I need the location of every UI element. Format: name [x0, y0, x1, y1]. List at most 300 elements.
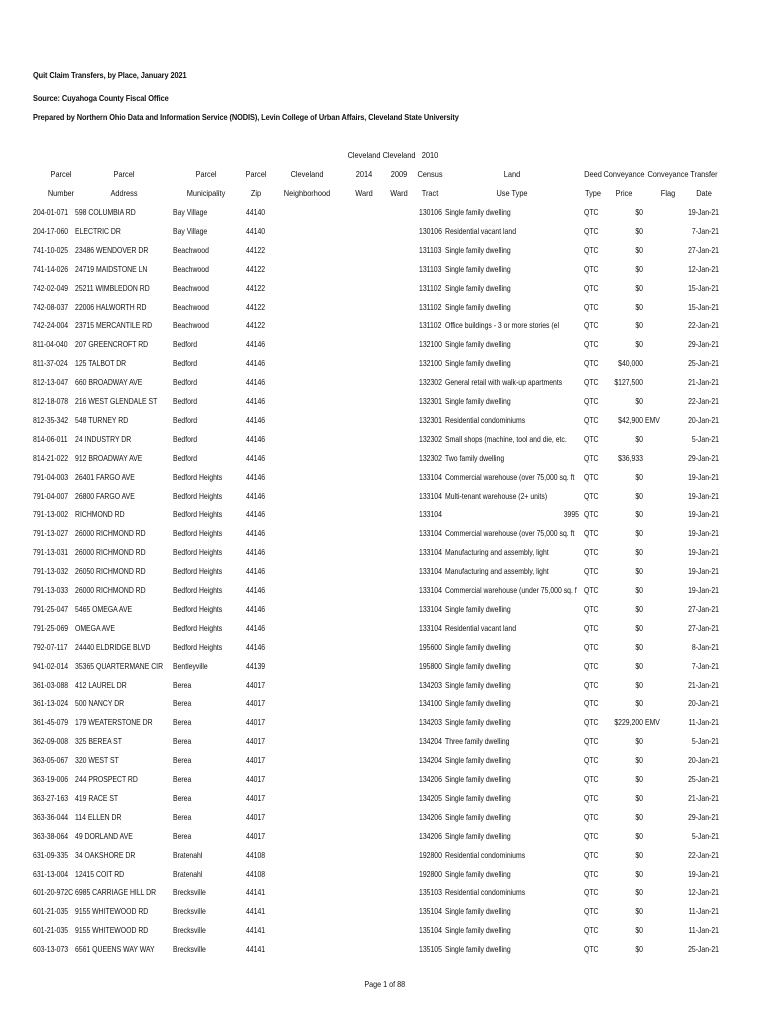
- cell-deed-type: QTC: [584, 263, 599, 274]
- cell-conveyance-price: $0: [635, 528, 643, 539]
- col-parcel-municipality-line-1: Parcel: [195, 169, 217, 179]
- table-row: [0, 434, 770, 453]
- cell-parcel-municipality: Bay Village: [173, 207, 208, 217]
- cell-land-use: Single family dwelling: [445, 944, 511, 955]
- col-census-tract-line-3: Tract: [421, 188, 439, 198]
- cell-parcel-zip: 44141: [246, 887, 266, 898]
- cell-conveyance-price: $0: [635, 509, 643, 520]
- cell-conveyance-price: $0: [635, 887, 643, 898]
- cell-parcel-number: 363-19-006: [33, 774, 69, 784]
- table-row: [0, 755, 770, 774]
- cell-parcel-number: 791-13-033: [33, 585, 69, 595]
- cell-parcel-zip: 44141: [246, 925, 266, 936]
- cell-parcel-address: 207 GREENCROFT RD: [75, 339, 149, 350]
- cell-conveyance-price: $0: [635, 849, 643, 860]
- cell-conveyance-price: $0: [635, 774, 643, 784]
- cell-parcel-number: 363-05-067: [33, 755, 69, 766]
- cell-deed-type: QTC: [584, 433, 599, 444]
- cell-parcel-address: 23715 MERCANTILE RD: [75, 320, 153, 331]
- cell-conveyance-price: $40,000: [618, 358, 643, 369]
- cell-conveyance-price: $0: [635, 396, 643, 406]
- col-census-tract-line-1: 2010: [421, 150, 439, 160]
- cell-parcel-number: 631-09-335: [33, 849, 69, 860]
- cell-conveyance-price: $0: [635, 471, 643, 482]
- col-conveyance-flag-line-1: Conveyance: [647, 169, 689, 179]
- cell-census-tract: 134204: [419, 736, 442, 747]
- cell-conveyance-price: $0: [635, 811, 643, 822]
- cell-parcel-address: 6561 QUEENS WAY WAY: [75, 944, 155, 955]
- cell-conveyance-price: $229,200: [614, 717, 643, 728]
- cell-conveyance-price: $0: [635, 736, 643, 747]
- cell-census-tract: 134100: [419, 698, 442, 709]
- cell-deed-type: QTC: [584, 339, 599, 350]
- cell-deed-type: QTC: [584, 755, 599, 766]
- cell-land-use: Single family dwelling: [445, 868, 511, 879]
- cell-transfer-date: 27-Jan-21: [688, 244, 719, 255]
- cell-deed-type: QTC: [584, 736, 599, 747]
- table-row: [0, 774, 770, 793]
- cell-parcel-municipality: Bedford: [173, 414, 198, 425]
- cell-parcel-zip: 44017: [246, 717, 266, 728]
- cell-census-tract: 130106: [419, 225, 442, 236]
- cell-parcel-municipality: Beachwood: [173, 244, 209, 255]
- cell-parcel-number: 814-21-022: [33, 452, 69, 463]
- cell-land-use: Single family dwelling: [445, 660, 511, 671]
- cell-parcel-address: 26000 RICHMOND RD: [75, 528, 146, 539]
- cell-parcel-zip: 44146: [246, 471, 266, 482]
- col-transfer-date-line-1: Transfer: [690, 169, 718, 179]
- cell-parcel-address: 419 RACE ST: [75, 792, 119, 803]
- cell-parcel-municipality: Berea: [173, 698, 192, 709]
- cell-census-tract: 132302: [419, 452, 442, 463]
- cell-parcel-address: 35365 QUARTERMANE CIR: [75, 660, 164, 671]
- cell-land-use: Single family dwelling: [445, 339, 511, 350]
- table-row: [0, 906, 770, 925]
- cell-parcel-address: 320 WEST ST: [75, 755, 119, 766]
- cell-parcel-number: 791-13-032: [33, 566, 69, 577]
- table-row: [0, 698, 770, 717]
- cell-land-use: Single family dwelling: [445, 244, 511, 255]
- cell-parcel-number: 204-17-060: [33, 225, 69, 236]
- cell-parcel-number: 204-01-071: [33, 207, 69, 217]
- cell-conveyance-price: $42,900: [618, 414, 643, 425]
- cell-land-use: Multi-tenant warehouse (2+ units): [445, 490, 548, 501]
- cell-parcel-address: 114 ELLEN DR: [75, 811, 122, 822]
- cell-transfer-date: 20-Jan-21: [688, 698, 719, 709]
- cell-deed-type: QTC: [584, 225, 599, 236]
- cell-parcel-municipality: Bedford Heights: [173, 490, 223, 501]
- cell-parcel-zip: 44146: [246, 433, 266, 444]
- cell-land-use: Single family dwelling: [445, 207, 511, 217]
- cell-census-tract: 192800: [419, 868, 442, 879]
- cell-parcel-zip: 44017: [246, 830, 266, 841]
- cell-parcel-zip: 44122: [246, 282, 266, 293]
- cell-transfer-date: 19-Jan-21: [688, 585, 719, 595]
- cell-parcel-address: 12415 COIT RD: [75, 868, 125, 879]
- cell-parcel-municipality: Berea: [173, 774, 192, 784]
- cell-parcel-address: 179 WEATERSTONE DR: [75, 717, 153, 728]
- cell-transfer-date: 21-Jan-21: [688, 792, 719, 803]
- cell-parcel-municipality: Bentleyville: [173, 660, 208, 671]
- cell-parcel-municipality: Brecksville: [173, 887, 206, 898]
- cell-transfer-date: 20-Jan-21: [688, 755, 719, 766]
- cell-conveyance-price: $0: [635, 547, 643, 558]
- cell-deed-type: QTC: [584, 906, 599, 917]
- cell-parcel-address: 26050 RICHMOND RD: [75, 566, 146, 577]
- table-row: [0, 547, 770, 566]
- cell-transfer-date: 8-Jan-21: [691, 641, 719, 652]
- cell-parcel-number: 601-20-972C: [33, 887, 74, 898]
- cell-census-tract: 132301: [419, 414, 442, 425]
- cell-parcel-zip: 44017: [246, 736, 266, 747]
- cell-transfer-date: 27-Jan-21: [688, 603, 719, 614]
- cell-deed-type: QTC: [584, 207, 599, 217]
- cell-land-use: Small shops (machine, tool and die, etc.: [445, 433, 567, 444]
- cell-parcel-municipality: Beachwood: [173, 320, 209, 331]
- cell-census-tract: 133104: [419, 509, 442, 520]
- cell-parcel-municipality: Berea: [173, 717, 192, 728]
- cell-transfer-date: 29-Jan-21: [688, 452, 719, 463]
- table-row: [0, 887, 770, 906]
- cell-census-tract: 132302: [419, 377, 442, 388]
- cell-transfer-date: 5-Jan-21: [691, 433, 719, 444]
- cell-land-use: Single family dwelling: [445, 263, 511, 274]
- cell-land-use: Single family dwelling: [445, 679, 511, 690]
- cell-parcel-zip: 44122: [246, 263, 266, 274]
- col-parcel-address-line-1: Parcel: [113, 169, 135, 179]
- col-parcel-address-line-2: Address: [110, 188, 138, 198]
- table-row: [0, 736, 770, 755]
- cell-conveyance-price: $0: [635, 320, 643, 331]
- cell-census-tract: 131103: [419, 244, 442, 255]
- report-source: Source: Cuyahoga County Fiscal Office: [33, 93, 169, 103]
- cell-transfer-date: 19-Jan-21: [688, 471, 719, 482]
- cell-land-use: Single family dwelling: [445, 396, 511, 406]
- cell-conveyance-price: $0: [635, 433, 643, 444]
- table-row: [0, 661, 770, 680]
- cell-land-use: Single family dwelling: [445, 792, 511, 803]
- cell-parcel-zip: 44146: [246, 547, 266, 558]
- cell-parcel-zip: 44140: [246, 225, 266, 236]
- cell-parcel-address: 6985 CARRIAGE HILL DR: [75, 887, 157, 898]
- cell-transfer-date: 12-Jan-21: [688, 887, 719, 898]
- cell-conveyance-price: $0: [635, 622, 643, 633]
- cell-deed-type: QTC: [584, 377, 599, 388]
- col-ward-2009-line-1: Cleveland: [382, 150, 416, 160]
- cell-transfer-date: 11-Jan-21: [688, 717, 719, 728]
- cell-conveyance-price: $0: [635, 244, 643, 255]
- cell-conveyance-price: $127,500: [614, 377, 643, 388]
- cell-land-use: Commercial warehouse (over 75,000 sq. ft: [445, 471, 575, 482]
- cell-deed-type: QTC: [584, 585, 599, 595]
- table-row: [0, 302, 770, 321]
- cell-land-use: Single family dwelling: [445, 301, 511, 312]
- cell-parcel-municipality: Bedford Heights: [173, 566, 223, 577]
- cell-conveyance-price: $0: [635, 830, 643, 841]
- col-transfer-date-line-2: Date: [696, 188, 712, 198]
- cell-census-tract: 131102: [419, 301, 442, 312]
- cell-parcel-municipality: Bedford Heights: [173, 471, 223, 482]
- cell-parcel-number: 741-10-025: [33, 244, 69, 255]
- cell-land-use: Manufacturing and assembly, light: [445, 547, 549, 558]
- cell-parcel-address: 500 NANCY DR: [75, 698, 125, 709]
- cell-conveyance-price: $0: [635, 225, 643, 236]
- col-land-use-line-1: Land: [503, 169, 521, 179]
- cell-transfer-date: 29-Jan-21: [688, 339, 719, 350]
- table-row: [0, 528, 770, 547]
- cell-parcel-address: 9155 WHITEWOOD RD: [75, 925, 149, 936]
- table-row: [0, 812, 770, 831]
- table-row: [0, 283, 770, 302]
- cell-land-use: Residential vacant land: [445, 225, 517, 236]
- cell-parcel-zip: 44146: [246, 603, 266, 614]
- cell-deed-type: QTC: [584, 622, 599, 633]
- cell-land-use: Commercial warehouse (over 75,000 sq. ft: [445, 528, 575, 539]
- cell-land-use: Single family dwelling: [445, 603, 511, 614]
- cell-parcel-number: 791-25-047: [33, 603, 69, 614]
- cell-parcel-municipality: Bedford: [173, 358, 198, 369]
- table-row: [0, 585, 770, 604]
- cell-census-tract: 133104: [419, 566, 442, 577]
- cell-parcel-municipality: Brecksville: [173, 944, 206, 955]
- cell-deed-type: QTC: [584, 849, 599, 860]
- cell-deed-type: QTC: [584, 358, 599, 369]
- cell-parcel-municipality: Bedford Heights: [173, 528, 223, 539]
- cell-census-tract: 133104: [419, 547, 442, 558]
- cell-parcel-address: 412 LAUREL DR: [75, 679, 127, 690]
- cell-land-use: Residential vacant land: [445, 622, 517, 633]
- cell-parcel-zip: 44122: [246, 301, 266, 312]
- cell-transfer-date: 25-Jan-21: [688, 944, 719, 955]
- cell-deed-type: QTC: [584, 868, 599, 879]
- cell-parcel-number: 791-13-002: [33, 509, 69, 520]
- cell-deed-type: QTC: [584, 944, 599, 955]
- col-deed-type-line-1: Deed: [584, 169, 602, 179]
- cell-parcel-zip: 44108: [246, 868, 266, 879]
- page-footer: [0, 979, 770, 989]
- cell-parcel-address: 24 INDUSTRY DR: [75, 433, 132, 444]
- cell-parcel-number: 811-04-040: [33, 339, 68, 350]
- cell-census-tract: 134204: [419, 755, 442, 766]
- cell-parcel-number: 812-13-047: [33, 377, 69, 388]
- cell-land-use: Three family dwelling: [445, 736, 510, 747]
- table-row: [0, 339, 770, 358]
- cell-parcel-municipality: Bedford: [173, 377, 198, 388]
- cell-parcel-zip: 44108: [246, 849, 266, 860]
- table-row: [0, 453, 770, 472]
- cell-transfer-date: 19-Jan-21: [688, 509, 719, 520]
- cell-census-tract: 195600: [419, 641, 442, 652]
- cell-parcel-zip: 44017: [246, 698, 266, 709]
- cell-parcel-municipality: Beachwood: [173, 263, 209, 274]
- table-row: [0, 377, 770, 396]
- cell-parcel-address: 26000 RICHMOND RD: [75, 585, 146, 595]
- col-neighborhood-line-2: Neighborhood: [283, 188, 331, 198]
- cell-parcel-address: 325 BEREA ST: [75, 736, 122, 747]
- cell-census-tract: 131102: [419, 282, 442, 293]
- cell-conveyance-price: $0: [635, 566, 643, 577]
- cell-conveyance-flag: EMV: [645, 717, 660, 728]
- cell-transfer-date: 19-Jan-21: [688, 207, 719, 217]
- cell-parcel-address: 9155 WHITEWOOD RD: [75, 906, 149, 917]
- cell-parcel-number: 811-37-024: [33, 358, 68, 369]
- cell-parcel-address: 24719 MAIDSTONE LN: [75, 263, 148, 274]
- cell-transfer-date: 19-Jan-21: [688, 868, 719, 879]
- cell-parcel-municipality: Bedford Heights: [173, 547, 223, 558]
- cell-parcel-address: 660 BROADWAY AVE: [75, 377, 143, 388]
- table-row: [0, 680, 770, 699]
- cell-census-tract: 131102: [419, 320, 442, 331]
- cell-census-tract: 134203: [419, 717, 442, 728]
- cell-transfer-date: 19-Jan-21: [688, 547, 719, 558]
- cell-census-tract: 134206: [419, 774, 442, 784]
- cell-deed-type: QTC: [584, 641, 599, 652]
- cell-deed-type: QTC: [584, 414, 599, 425]
- cell-parcel-municipality: Berea: [173, 755, 192, 766]
- cell-parcel-number: 791-13-031: [33, 547, 69, 558]
- cell-parcel-number: 814-06-011: [33, 433, 68, 444]
- cell-transfer-date: 7-Jan-21: [691, 225, 719, 236]
- cell-transfer-date: 19-Jan-21: [688, 566, 719, 577]
- cell-parcel-municipality: Beachwood: [173, 301, 209, 312]
- cell-land-use: Single family dwelling: [445, 755, 511, 766]
- cell-parcel-address: ELECTRIC DR: [75, 225, 121, 236]
- cell-parcel-municipality: Beachwood: [173, 282, 209, 293]
- cell-transfer-date: 19-Jan-21: [688, 490, 719, 501]
- page-number: Page 1 of 88: [364, 979, 406, 989]
- cell-parcel-municipality: Bedford Heights: [173, 641, 223, 652]
- cell-census-tract: 134203: [419, 679, 442, 690]
- cell-parcel-number: 742-02-049: [33, 282, 69, 293]
- cell-parcel-address: 26800 FARGO AVE: [75, 490, 135, 501]
- cell-parcel-number: 791-04-003: [33, 471, 69, 482]
- cell-census-tract: 133104: [419, 528, 442, 539]
- cell-conveyance-price: $0: [635, 207, 643, 217]
- cell-land-use-code: 3995: [563, 509, 579, 520]
- table-row: [0, 869, 770, 888]
- table-row: [0, 604, 770, 623]
- cell-parcel-number: 812-35-342: [33, 414, 69, 425]
- cell-deed-type: QTC: [584, 830, 599, 841]
- cell-parcel-municipality: Bedford Heights: [173, 622, 223, 633]
- cell-census-tract: 192800: [419, 849, 442, 860]
- table-row: [0, 831, 770, 850]
- col-ward-2014-line-3: Ward: [355, 188, 373, 198]
- cell-conveyance-price: $0: [635, 282, 643, 293]
- cell-parcel-zip: 44017: [246, 679, 266, 690]
- cell-transfer-date: 15-Jan-21: [688, 301, 719, 312]
- cell-deed-type: QTC: [584, 282, 599, 293]
- cell-deed-type: QTC: [584, 301, 599, 312]
- cell-conveyance-price: $0: [635, 698, 643, 709]
- cell-conveyance-flag: EMV: [645, 414, 660, 425]
- cell-conveyance-price: $0: [635, 603, 643, 614]
- cell-transfer-date: 21-Jan-21: [688, 679, 719, 690]
- table-row: [0, 623, 770, 642]
- cell-parcel-municipality: Bedford Heights: [173, 603, 223, 614]
- col-conveyance-price-line-1: Conveyance: [603, 169, 645, 179]
- cell-deed-type: QTC: [584, 811, 599, 822]
- table-row: [0, 358, 770, 377]
- cell-census-tract: 133104: [419, 622, 442, 633]
- cell-land-use: Two family dwelling: [445, 452, 505, 463]
- cell-deed-type: QTC: [584, 244, 599, 255]
- cell-parcel-number: 812-18-078: [33, 396, 69, 406]
- cell-parcel-zip: 44122: [246, 244, 266, 255]
- cell-parcel-address: 25211 WIMBLEDON RD: [75, 282, 150, 293]
- cell-deed-type: QTC: [584, 603, 599, 614]
- table-row: [0, 264, 770, 283]
- cell-census-tract: 135104: [419, 906, 442, 917]
- cell-transfer-date: 12-Jan-21: [688, 263, 719, 274]
- cell-transfer-date: 25-Jan-21: [688, 774, 719, 784]
- cell-parcel-address: 125 TALBOT DR: [75, 358, 127, 369]
- col-conveyance-price-line-2: Price: [615, 188, 633, 198]
- cell-parcel-zip: 44146: [246, 528, 266, 539]
- cell-parcel-number: 941-02-014: [33, 660, 69, 671]
- cell-land-use: Single family dwelling: [445, 282, 511, 293]
- cell-parcel-zip: 44146: [246, 622, 266, 633]
- cell-census-tract: 132100: [419, 358, 442, 369]
- cell-land-use: Commercial warehouse (under 75,000 sq. f: [445, 585, 577, 595]
- cell-deed-type: QTC: [584, 320, 599, 331]
- cell-parcel-municipality: Bedford: [173, 339, 198, 350]
- cell-conveyance-price: $0: [635, 660, 643, 671]
- cell-deed-type: QTC: [584, 471, 599, 482]
- cell-parcel-address: 598 COLUMBIA RD: [75, 207, 136, 217]
- cell-census-tract: 132100: [419, 339, 442, 350]
- cell-land-use: Single family dwelling: [445, 698, 511, 709]
- cell-conveyance-price: $0: [635, 925, 643, 936]
- cell-parcel-address: 912 BROADWAY AVE: [75, 452, 143, 463]
- cell-parcel-zip: 44146: [246, 339, 266, 350]
- table-row: [0, 717, 770, 736]
- cell-conveyance-price: $0: [635, 263, 643, 274]
- cell-census-tract: 133104: [419, 471, 442, 482]
- table-row: [0, 472, 770, 491]
- cell-census-tract: 134206: [419, 811, 442, 822]
- col-ward-2014-line-1: Cleveland: [347, 150, 381, 160]
- cell-transfer-date: 27-Jan-21: [688, 622, 719, 633]
- cell-parcel-address: OMEGA AVE: [75, 622, 115, 633]
- cell-census-tract: 133104: [419, 603, 442, 614]
- col-ward-2009-line-2: 2009: [390, 169, 408, 179]
- cell-parcel-municipality: Bay Village: [173, 225, 208, 236]
- col-parcel-zip-line-1: Parcel: [245, 169, 267, 179]
- table-row: [0, 793, 770, 812]
- cell-conveyance-price: $0: [635, 755, 643, 766]
- cell-parcel-zip: 44146: [246, 490, 266, 501]
- cell-parcel-number: 791-25-069: [33, 622, 69, 633]
- cell-parcel-zip: 44146: [246, 452, 266, 463]
- cell-deed-type: QTC: [584, 509, 599, 520]
- cell-land-use: Residential condominiums: [445, 849, 526, 860]
- report-title: Quit Claim Transfers, by Place, January 2021: [33, 70, 187, 80]
- cell-parcel-municipality: Bedford Heights: [173, 585, 223, 595]
- cell-census-tract: 134206: [419, 830, 442, 841]
- cell-parcel-municipality: Brecksville: [173, 906, 206, 917]
- cell-conveyance-price: $0: [635, 906, 643, 917]
- cell-census-tract: 195800: [419, 660, 442, 671]
- cell-parcel-zip: 44146: [246, 509, 266, 520]
- cell-land-use: Single family dwelling: [445, 774, 511, 784]
- col-neighborhood-line-1: Cleveland: [290, 169, 324, 179]
- cell-parcel-municipality: Bratenahl: [173, 868, 203, 879]
- cell-parcel-number: 361-45-079: [33, 717, 69, 728]
- col-census-tract-line-2: Census: [417, 169, 443, 179]
- cell-deed-type: QTC: [584, 774, 599, 784]
- cell-transfer-date: 20-Jan-21: [688, 414, 719, 425]
